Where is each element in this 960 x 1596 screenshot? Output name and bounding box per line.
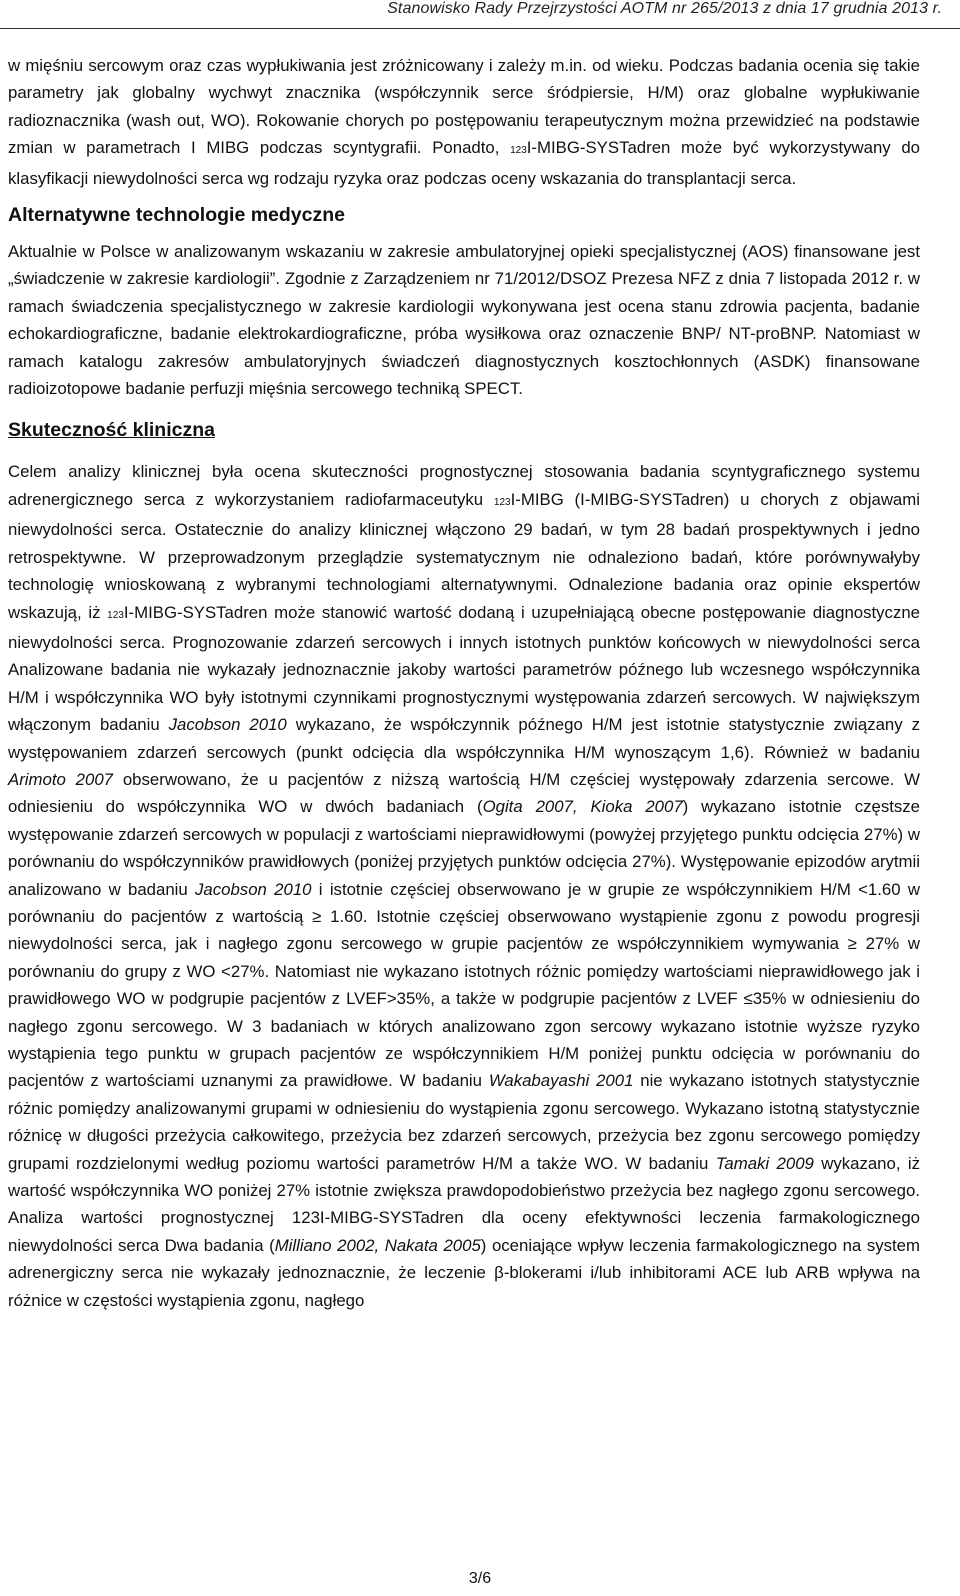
study-citation: Ogita 2007, Kioka 2007 bbox=[482, 797, 683, 817]
section-heading-alternatives: Alternatywne technologie medyczne bbox=[8, 204, 345, 227]
section-heading-efficacy: Skuteczność kliniczna bbox=[8, 419, 215, 442]
efficacy-text-1: Celem analizy klinicznej była ocena skuteczności prognostycznej stosowania badania scyntygraficznego systemu adrenergicznego serca z wykorzystaniem radiofarmaceutyku bbox=[8, 462, 920, 509]
intro-text-2: I-MIBG-SYSTadren może być wykorzystywany do klasyfikacji niewydolności serca wg rodzaju ryzyka oraz podczas oceny wskazania do transplantacji serca. bbox=[8, 138, 920, 188]
efficacy-text-10: ) oceniające wpływ leczenia farmakologicznego na system adrenergiczny serca nie wykazały jednoznacznie, że leczenie β-blokerami i/lub inhibitorami ACE lub ARB wpływa na różnice w częstości wystąpienia zgonu, nagłego bbox=[8, 1235, 920, 1310]
efficacy-text-5: obserwowano, że u pacjentów z niższą wartością H/M częściej występowały zdarzenia sercowe. W odniesieniu do współczynnika WO w dwóch badaniach ( bbox=[8, 769, 920, 817]
isotope-number: 123 bbox=[510, 145, 527, 157]
efficacy-text-3: I-MIBG-SYSTadren może stanowić wartość dodaną i uzupełniającą obecne postępowanie diagnostyczne niewydolności serca. Prognozowanie zdarzeń sercowych i innych istotnych punktów końcowych w niewydolności serca Analizowane badania nie wykazały jednoznacznie jakoby wartości parametrów późnego lub wczesnego współczynnika H/M i współczynnika WO były istotnymi czynnikami prognostycznymi występowania zdarzeń sercowych. W największym włączonym badaniu bbox=[8, 602, 921, 735]
isotope-number: 123 bbox=[107, 609, 124, 621]
document-body bbox=[8, 52, 920, 1314]
study-citation: Wakabayashi 2001 bbox=[488, 1071, 634, 1091]
efficacy-text-2: I-MIBG (I-MIBG-SYSTadren) u chorych z objawami niewydolności serca. Ostatecznie do analizy klinicznej włączono 29 badań, w tym 28 badań prospektywnych i jedno retrospektywne. W przeprowadzonym przeglądzie systematycznym nie odnaleziono badań, które porównywałyby technologię wnioskowaną z wybranymi technologiami alternatywnymi. Odnalezione badania oraz opinie ekspertów wskazują, iż bbox=[8, 489, 920, 622]
efficacy-text-7: i istotnie częściej obserwowano je w grupie ze współczynnikiem H/M <1.60 w porównaniu do pacjentów z wartością ≥ 1.60. Istotnie częściej obserwowano wystąpienie zgonu z powodu progresji niewydolności serca, jak i nagłego zgonu sercowego w grupie pacjentów ze współczynnikiem wymywania ≥ 27% w porównaniu do grupy z WO <27%. Natomiast nie wykazano istotnych różnic pomiędzy wartościami nieprawidłowego jak i prawidłowego WO w podgrupie pacjentów z LVEF>35%, a także w podgrupie pacjentów z LVEF ≤35% w odniesieniu do nagłego zgonu sercowego. W 3 badaniach w których analizowano zgon sercowy wykazano istotnie wyższe ryzyko wystąpienia tego punktu w grupach pacjentów ze współczynnikiem H/M poniżej punktu odcięcia w porównaniu do pacjentów z wartościami uznanymi za prawidłowe. W badaniu bbox=[8, 879, 920, 1091]
header-divider bbox=[0, 28, 960, 29]
efficacy-text-8: nie wykazano istotnych statystycznie różnic pomiędzy analizowanymi grupami w odniesieniu do wystąpienia zgonu sercowego. Wykazano istotną statystycznie różnicę w długości przeżycia całkowitego, przeżycia bez zdarzeń sercowych, przeżycia bez zgonu sercowego pomiędzy grupami rozdzielonymi według poziomu wartości parametrów H/M a także WO. W badaniu bbox=[8, 1071, 920, 1173]
study-citation: Arimoto 2007 bbox=[8, 769, 113, 789]
efficacy-text-4: wykazano, że współczynnik późnego H/M jest istotnie statystycznie związany z występowaniem zdarzeń sercowych (punkt odcięcia dla współczynnika H/M wynoszącym 1,6). Również w badaniu bbox=[8, 715, 920, 762]
isotope-number: 123 bbox=[493, 496, 511, 508]
study-citation: Tamaki 2009 bbox=[715, 1153, 814, 1173]
page-number: 3/6 bbox=[468, 1570, 492, 1587]
efficacy-paragraph bbox=[8, 458, 920, 1314]
study-citation: Jacobson 2010 bbox=[168, 715, 287, 735]
alternatives-paragraph: Aktualnie w Polsce w analizowanym wskazaniu w zakresie ambulatoryjnej opieki specjalistycznej (AOS) finansowane jest „świadczenie w zakresie kardiologii”. Zgodnie z Zarządzeniem nr 71/2012/DSOZ Prezesa NFZ z dnia 7 listopada 2012 r. w ramach świadczenia specjalistycznego w zakresie kardiologii wykonywana jest ocena stanu zdrowia pacjenta, badanie echokardiograficzne, badanie elektrokardiograficzne, próba wysiłkowa oraz oznaczenie BNP/ NT-proBNP. Natomiast w ramach katalogu zakresów ambulatoryjnych świadczeń diagnostycznych kosztochłonnych (ASDK) finansowane radioizotopowe badanie perfuzji mięśnia sercowego techniką SPECT. bbox=[8, 242, 920, 399]
study-citation: Jacobson 2010 bbox=[195, 879, 312, 899]
intro-text-1: w mięśniu sercowym oraz czas wypłukiwania jest zróżnicowany i zależy m.in. od wieku. Podczas badania ocenia się takie parametry jak globalny wychwyt znacznika (współczynnik serce śródpiersie, H/M) oraz globalne wypłukiwanie radioznacznika (wash out, WO). Rokowanie chorych po postępowaniu terapeutycznym można przewidzieć na podstawie zmian w parametrach I MIBG podczas scyntygrafii. Ponadto, bbox=[8, 56, 920, 158]
efficacy-text-9: wykazano, iż wartość współczynnika WO poniżej 27% istotnie zwiększa prawdopodobieństwo przeżycia bez nagłego zgonu sercowego. Analiza wartości prognostycznej 123I-MIBG-SYSTadren dla oceny efektywności leczenia farmakologicznego niewydolności serca Dwa badania ( bbox=[8, 1153, 920, 1255]
document-header: Stanowisko Rady Przejrzystości AOTM nr 265/2013 z dnia 17 grudnia 2013 r. bbox=[387, 0, 942, 17]
study-citation: Milliano 2002, Nakata 2005 bbox=[274, 1235, 481, 1255]
intro-paragraph bbox=[8, 52, 920, 192]
efficacy-text-6: ) wykazano istotnie częstsze występowanie zdarzeń sercowych w populacji z wartościami nieprawidłowymi (powyżej przyjętego punktu odcięcia 27%) w porównaniu do współczynników prawidłowych (poniżej przyjętych punktów odcięcia 27%). Występowanie epizodów arytmii analizowano w badaniu bbox=[8, 797, 920, 899]
